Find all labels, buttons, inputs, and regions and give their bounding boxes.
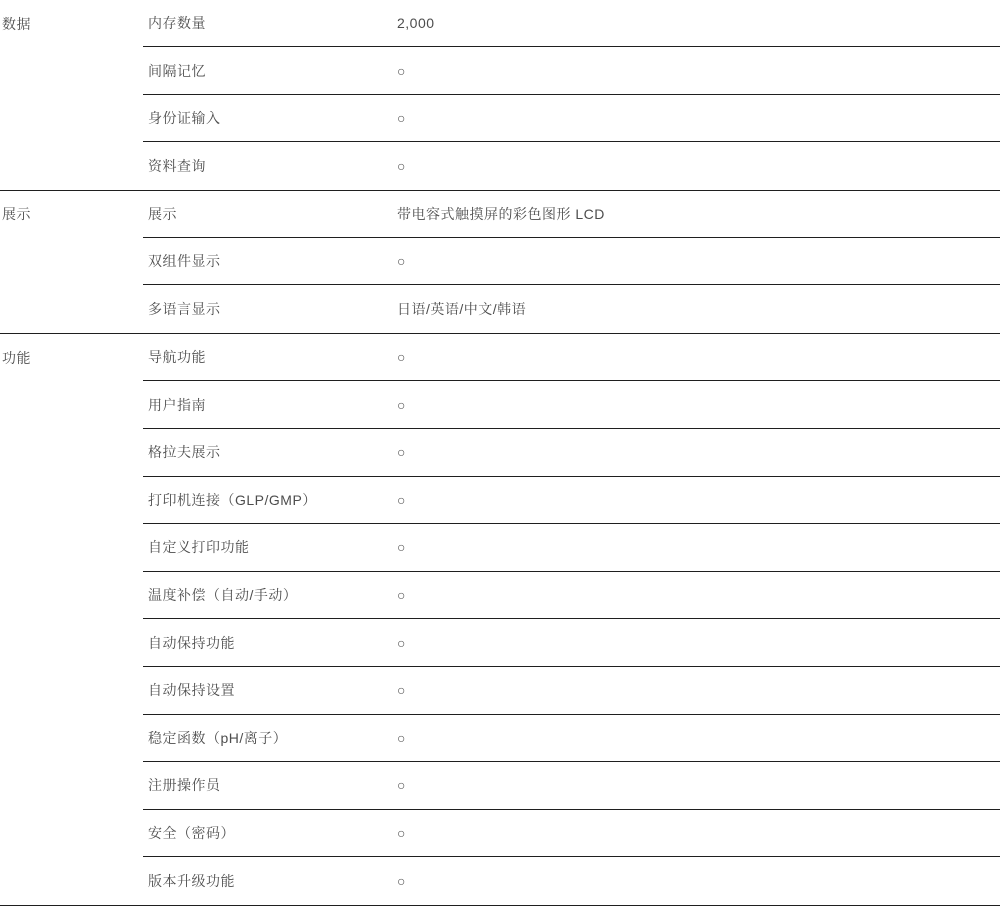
supported-circle-icon: ○ (397, 396, 406, 413)
supported-circle-icon: ○ (397, 873, 406, 890)
supported-circle-icon: ○ (397, 825, 406, 842)
table-row (0, 572, 1000, 620)
category-spacer (0, 142, 143, 189)
row-content (143, 857, 1000, 905)
feature-label: 版本升级功能 (148, 873, 235, 890)
row-content (143, 95, 1000, 142)
row-content (143, 0, 1000, 47)
table-row (0, 857, 1000, 905)
feature-label: 安全（密码） (148, 825, 235, 842)
feature-label: 双组件显示 (148, 253, 221, 270)
row-content (143, 667, 1000, 715)
category-spacer (0, 762, 143, 810)
category-spacer (0, 667, 143, 715)
feature-label: 身份证输入 (148, 110, 221, 127)
table-row (0, 381, 1000, 429)
category-spacer (0, 285, 143, 332)
table-row (0, 810, 1000, 858)
row-content (143, 524, 1000, 572)
supported-circle-icon: ○ (397, 634, 406, 651)
table-row (0, 524, 1000, 572)
row-content (143, 810, 1000, 858)
feature-label: 展示 (148, 205, 177, 222)
feature-label: 稳定函数（pH/离子） (148, 729, 288, 746)
feature-label: 温度补偿（自动/手动） (148, 587, 298, 604)
supported-circle-icon: ○ (397, 253, 406, 270)
supported-circle-icon: ○ (397, 729, 406, 746)
feature-value: 2,000 (397, 15, 435, 32)
feature-label: 格拉夫展示 (148, 444, 221, 461)
row-content (143, 429, 1000, 477)
feature-label: 自动保持功能 (148, 634, 235, 651)
category-label: 数据 (2, 15, 31, 32)
row-content (143, 477, 1000, 525)
table-row (0, 477, 1000, 525)
table-row (0, 334, 1000, 382)
feature-label: 内存数量 (148, 15, 206, 32)
category-spacer (0, 477, 143, 525)
row-content (143, 572, 1000, 620)
row-content (143, 47, 1000, 94)
feature-label: 用户指南 (148, 396, 206, 413)
table-row (0, 429, 1000, 477)
row-content (143, 762, 1000, 810)
category-spacer (0, 524, 143, 572)
feature-label: 自定义打印功能 (148, 539, 250, 556)
row-content (143, 238, 1000, 285)
feature-label: 间隔记忆 (148, 62, 206, 79)
table-row (0, 95, 1000, 142)
supported-circle-icon: ○ (397, 777, 406, 794)
table-row (0, 619, 1000, 667)
category-spacer (0, 47, 143, 94)
category-spacer (0, 381, 143, 429)
table-row (0, 0, 1000, 47)
supported-circle-icon: ○ (397, 539, 406, 556)
category-spacer (0, 572, 143, 620)
table-row (0, 762, 1000, 810)
category-spacer (0, 619, 143, 667)
table-row (0, 142, 1000, 189)
table-row (0, 47, 1000, 94)
feature-value: 带电容式触摸屏的彩色图形 LCD (397, 205, 605, 222)
category-label: 功能 (2, 349, 31, 366)
feature-label: 导航功能 (148, 349, 206, 366)
row-content (143, 619, 1000, 667)
supported-circle-icon: ○ (397, 491, 406, 508)
row-content (143, 334, 1000, 382)
supported-circle-icon: ○ (397, 444, 406, 461)
supported-circle-icon: ○ (397, 110, 406, 127)
category-label: 展示 (2, 206, 31, 223)
row-content (143, 715, 1000, 763)
feature-label: 资料查询 (148, 158, 206, 175)
category-spacer (0, 857, 143, 905)
row-content (143, 191, 1000, 238)
category-spacer (0, 715, 143, 763)
row-content (143, 381, 1000, 429)
spec-section-functions (0, 334, 1000, 906)
table-row (0, 191, 1000, 238)
supported-circle-icon: ○ (397, 62, 406, 79)
row-content (143, 142, 1000, 189)
category-spacer (0, 95, 143, 142)
feature-value: 日语/英语/中文/韩语 (397, 301, 527, 318)
category-spacer (0, 810, 143, 858)
category-spacer (0, 238, 143, 285)
category-spacer (0, 429, 143, 477)
supported-circle-icon: ○ (397, 349, 406, 366)
spec-section-data (0, 0, 1000, 191)
table-row (0, 667, 1000, 715)
feature-label: 注册操作员 (148, 777, 221, 794)
spec-section-display (0, 191, 1000, 334)
row-content (143, 285, 1000, 332)
feature-label: 打印机连接（GLP/GMP） (148, 491, 317, 508)
table-row (0, 238, 1000, 285)
supported-circle-icon: ○ (397, 587, 406, 604)
table-row (0, 285, 1000, 332)
supported-circle-icon: ○ (397, 682, 406, 699)
feature-label: 多语言显示 (148, 301, 221, 318)
feature-label: 自动保持设置 (148, 682, 235, 699)
supported-circle-icon: ○ (397, 158, 406, 175)
table-row (0, 715, 1000, 763)
